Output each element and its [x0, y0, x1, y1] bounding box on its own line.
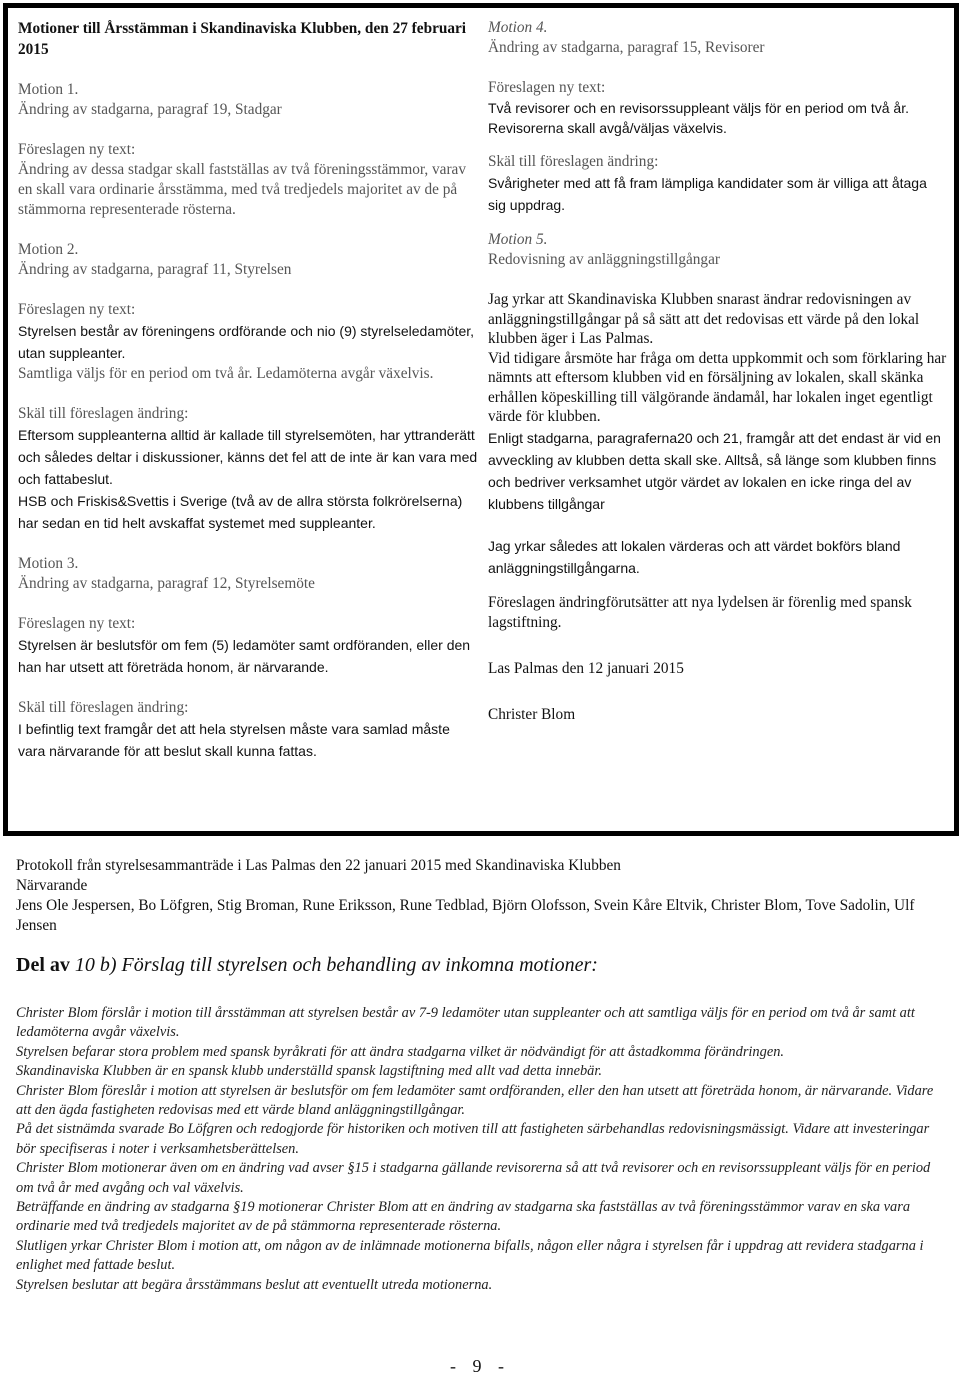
proposal-text: Revisorerna skall avgå/väljas växelvis. — [488, 120, 727, 136]
motion-text: Föreslagen ändringförutsätter att nya lydelsen är förenlig med spansk lagstiftning. — [488, 593, 912, 631]
motions-box — [3, 3, 959, 836]
protocol-section — [16, 856, 946, 1295]
protocol-line: Christer Blom förslår i motion till årsstämman att styrelsen består av 7-9 ledamöter utan suppleanter och att samtliga väljs för en period om två år samt att ledamöterna avgår växelvis. — [16, 1005, 915, 1041]
motion-2 — [18, 240, 480, 534]
proposal-label: Föreslagen ny text: — [18, 301, 136, 318]
motion-label: Motion 5. — [488, 231, 548, 248]
present-label: Närvarande — [16, 877, 88, 894]
page-number: - 9 - — [450, 1356, 510, 1376]
motion-1 — [18, 80, 480, 220]
proposal-text: Två revisorer och en revisorssuppleant väljs för en period om två år. — [488, 100, 909, 116]
protocol-line: Christer Blom föreslår i motion att styrelsen är beslutsför om fem ledamöter samt ordföranden, eller den han utsett att företräda honom, är närvarande. Vidare att den ägda fastigheten redovisas med ett värde bland anläggningstillgångar. — [16, 1082, 934, 1119]
section-heading-bold: Del av — [16, 954, 70, 976]
reason-text: Svårigheter med att få fram lämpliga kandidater som är villiga att åtaga sig uppdrag. — [488, 175, 927, 213]
motion-4 — [488, 18, 948, 216]
motion-heading: Redovisning av anläggningstillgångar — [488, 251, 720, 268]
motion-5 — [488, 230, 948, 725]
proposal-text: Samtliga väljs för en period om två år. Ledamöterna avgår växelvis. — [18, 365, 434, 382]
protocol-line: På det sistnämda svarade Bo Löfgren och redogjorde för historiken och motiven till att fastigheten särbehandlas redovisningsmässigt. Vidare att investeringar bör specifiseras i noter i verksamhetsberättelsen. — [16, 1121, 930, 1157]
reason-label: Skäl till föreslagen ändring: — [18, 405, 189, 422]
protocol-line: Slutligen yrkar Christer Blom i motion att, om någon av de inlämnade motionerna bifalls, någon eller några i styrelsen får i uppdrag att revidera stadgarna i enlighet med fattade beslut. — [16, 1237, 924, 1274]
protocol-line: Styrelsen befarar stora problem med spansk byråkrati för att ändra stadgarna vilket är nödvändigt för att åstadkomma förändringen. — [16, 1043, 784, 1060]
proposal-text: Ändring av dessa stadgar skall fastställas av två föreningsstämmor, varav en skall vara ordinarie årsstämma, med två tredjedels majoritet av de på stämmorna representerade rösterna. — [18, 161, 466, 218]
section-heading — [16, 952, 946, 978]
motion-heading: Ändring av stadgarna, paragraf 11, Styrelsen — [18, 261, 292, 278]
motion-heading: Ändring av stadgarna, paragraf 12, Styrelsemöte — [18, 575, 315, 592]
protocol-line: Beträffande en ändring av stadgarna §19 motionerar Christer Blom att en ändring av stadgarna ska fastställas av två föreningsstämmor varav en ska vara ordinarie med två tredjedels majoritet av de på stämmorna representerade rösterna. — [16, 1199, 911, 1235]
protocol-line: Skandinaviska Klubben är en spansk klubb underställd spansk lagstiftning med allt vad detta innebär. — [16, 1063, 602, 1080]
reason-text: I befintlig text framgår det att hela styrelsen måste vara samlad måste vara närvarande för att beslut skall kunna fattas. — [18, 721, 450, 759]
motion-label: Motion 3. — [18, 555, 79, 572]
proposal-label: Föreslagen ny text: — [18, 615, 136, 632]
protocol-notes — [16, 1004, 946, 1295]
section-heading-italic: 10 b) Förslag till styrelsen och behandling av inkomna motioner: — [69, 954, 598, 976]
signature: Christer Blom — [488, 705, 576, 723]
place-date: Las Palmas den 12 januari 2015 — [488, 659, 684, 677]
proposal-label: Föreslagen ny text: — [488, 79, 606, 96]
motion-text: Jag yrkar att Skandinaviska Klubben snarast ändrar redovisningen av anläggningstillgångar på så sätt att det redovisas ett värde på den lokal klubben äger i Las Palmas. — [488, 291, 920, 347]
motion-text: Enligt stadgarna, paragraferna20 och 21, framgår att det endast är vid en avveckling av klubben detta skall ske. Alltså, så länge som klubben finns och bedriver verksamhet utgör värdet av lokalen en icke ringa del av klubbens tillgångar — [488, 429, 941, 512]
document-title: Motioner till Årsstämman i Skandinaviska Klubben, den 27 februari 2015 — [18, 20, 467, 58]
reason-label: Skäl till föreslagen ändring: — [18, 699, 189, 716]
motion-heading: Ändring av stadgarna, paragraf 19, Stadgar — [18, 101, 282, 118]
motion-heading: Ändring av stadgarna, paragraf 15, Revisorer — [488, 39, 765, 56]
motion-3 — [18, 554, 480, 762]
protocol-line: Christer Blom motionerar även om en ändring vad avser §15 i stadgarna gällande revisorerna så att två revisorer och en revisorssuppleant väljs för en period om två år med avgång och val växelvis. — [16, 1160, 931, 1196]
motion-label: Motion 2. — [18, 241, 79, 258]
proposal-label: Föreslagen ny text: — [18, 141, 136, 158]
present-names: Jens Ole Jespersen, Bo Löfgren, Stig Broman, Rune Eriksson, Rune Tedblad, Björn Olofsson, Svein Kåre Eltvik, Christer Blom, Tove Sadolin, Ulf Jensen — [16, 897, 915, 934]
right-column — [488, 18, 948, 725]
left-column — [18, 18, 480, 762]
reason-text: Eftersom suppleanterna alltid är kallade till styrelsemöten, har yttranderätt och således deltar i diskussioner, känns det fel att de inte är kan vara med och fattabeslut. — [18, 427, 478, 487]
motion-label: Motion 1. — [18, 81, 79, 98]
proposal-text: Styrelsen är beslutsför om fem (5) ledamöter samt ordföranden, eller den han har utsett att företräda honom, är närvarande. — [18, 637, 471, 675]
motion-text: Vid tidigare årsmöte har fråga om detta uppkommit och som förklaring har nämnts att eftersom klubben vid en försäljning av lokalen, skall skänka erhållen köpeskilling till välgörande ändamål, har lokalen inget egentligt värde för klubben. — [488, 349, 947, 425]
proposal-text: Styrelsen består av föreningens ordförande och nio (9) styrelseledamöter, utan suppleanter. — [18, 323, 475, 361]
reason-label: Skäl till föreslagen ändring: — [488, 153, 659, 170]
motion-text: Jag yrkar således att lokalen värderas och att värdet bokförs bland anläggningstillgångarna. — [488, 537, 901, 576]
protocol-line: Styrelsen beslutar att begära årsstämmans beslut att eventuellt utreda motionerna. — [16, 1276, 493, 1293]
motion-label: Motion 4. — [488, 19, 548, 36]
reason-text: HSB och Friskis&Svettis i Sverige (två av de allra största folkrörelserna) har sedan en tid helt avskaffat systemet med suppleanter. — [18, 493, 463, 531]
protocol-title: Protokoll från styrelsesammanträde i Las Palmas den 22 januari 2015 med Skandinaviska Klubben — [16, 857, 621, 874]
